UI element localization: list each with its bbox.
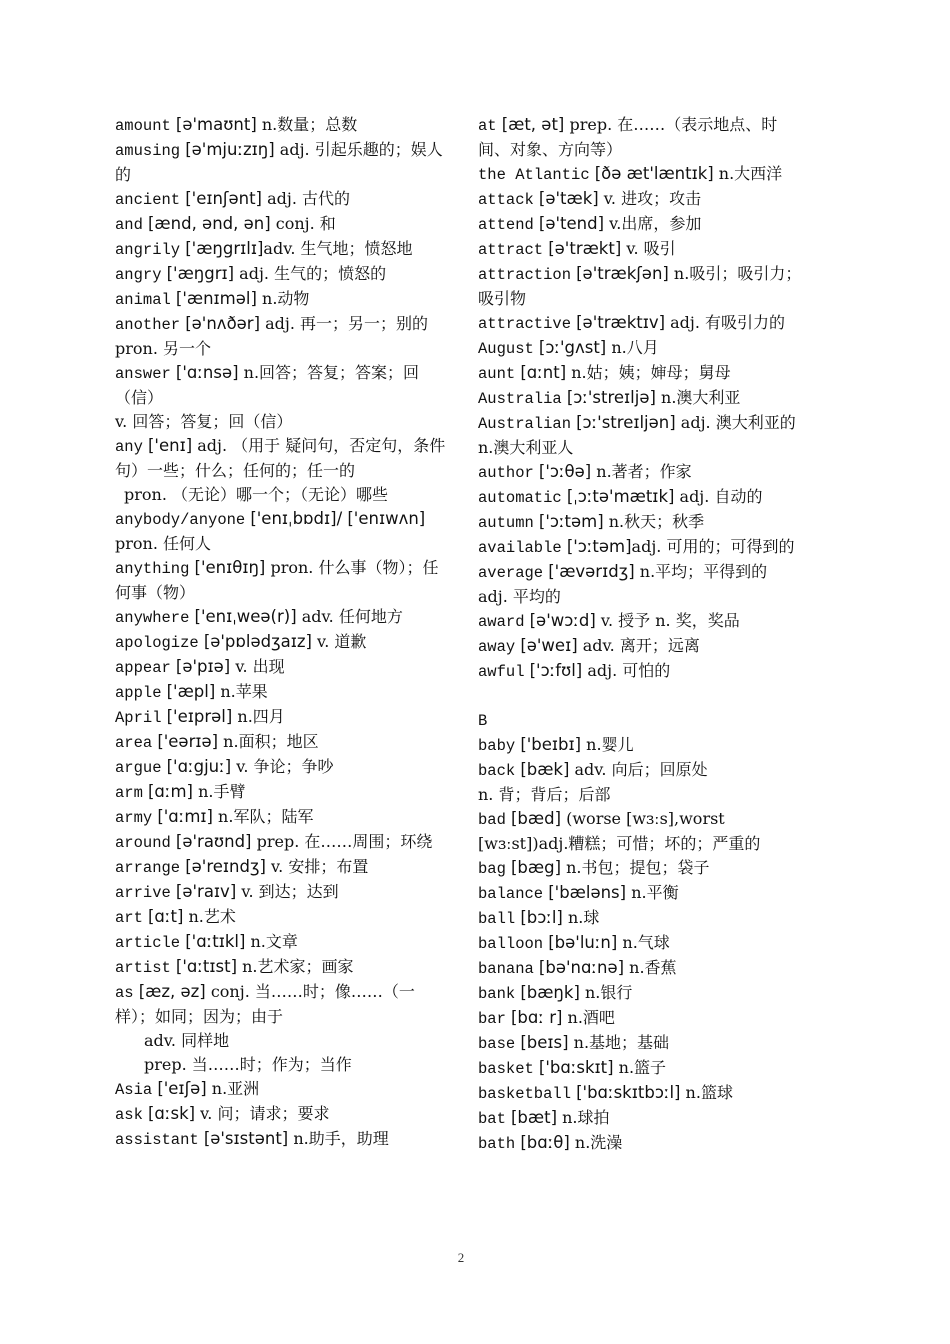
vocab-entry [478, 411, 808, 460]
definition: n.四月 [232, 707, 285, 726]
definition: adv. 生气地；愤怒地 [263, 239, 413, 258]
phonetic: [bæg] [511, 858, 562, 877]
definition: n.书包；提包；袋子 [561, 858, 710, 877]
phonetic: ['ænɪməl] [175, 289, 257, 308]
headword: balance [478, 885, 544, 903]
headword: appear [115, 659, 171, 677]
definition: n.军队；陆军 [212, 807, 314, 826]
definition-text: adj. 平均的 [478, 587, 561, 606]
headword: argue [115, 759, 162, 777]
headword: and [115, 216, 143, 234]
headword: Asia [115, 1081, 153, 1099]
definition: n.洗澡 [569, 1133, 623, 1152]
definition: adv. 离开；远离 [577, 636, 700, 655]
vocab-entry [115, 805, 447, 830]
section-heading [478, 708, 808, 733]
vocab-entry [115, 138, 447, 187]
headword: basket [478, 1060, 534, 1078]
phonetic: ['ɑːgjuː] [166, 757, 232, 776]
phonetic: [ðə æt'læntɪk] [594, 164, 714, 183]
definition: n.艺术 [183, 907, 236, 926]
vocab-entry [478, 336, 808, 361]
vocab-entry [115, 955, 447, 980]
headword: average [478, 564, 544, 582]
vocab-entry [478, 1006, 808, 1031]
headword: army [115, 809, 153, 827]
definition: conj. 当……时；像……（一样）；如同；因为；由于 [115, 982, 415, 1026]
definition: n.婴儿 [581, 735, 634, 754]
phonetic: ['ɔːtəm] [566, 537, 632, 556]
vocab-entry [478, 113, 808, 162]
definition-continuation [478, 783, 808, 807]
headword: anybody/anyone [115, 511, 246, 529]
phonetic: ['bɑːskɪt] [538, 1058, 614, 1077]
vocab-entry [478, 981, 808, 1006]
headword: Australia [478, 390, 562, 408]
phonetic: [ə'wɔːd] [529, 611, 596, 630]
section-letter: B [478, 712, 488, 730]
definition: v.出席，参加 [604, 214, 702, 233]
definition: adj. 生气的；愤怒的 [234, 264, 387, 283]
headword: animal [115, 291, 171, 309]
vocab-entry [115, 507, 447, 556]
headword: arrange [115, 859, 181, 877]
definition: adj. 再一；另一；别的 pron. 另一个 [115, 314, 429, 358]
definition-text: pron. （无论）哪一个；（无论）哪些 [124, 485, 389, 504]
phonetic: ['eɪnʃənt] [185, 189, 262, 208]
vocab-entry [115, 980, 447, 1029]
definition: adj. 可用的；可得到的 [631, 537, 795, 556]
definition: v. 问；请求；要求 [195, 1104, 330, 1123]
vocab-entry [478, 931, 808, 956]
definition: n.平均；平得到的 [634, 562, 768, 581]
vocab-entry [478, 881, 808, 906]
headword: area [115, 734, 153, 752]
headword: anything [115, 560, 190, 578]
phonetic: [æt, ət] [501, 115, 565, 134]
vocab-entry [115, 655, 447, 680]
definition: v. 到达；达到 [236, 882, 339, 901]
headword: art [115, 909, 143, 927]
phonetic: ['ɑːmɪ] [157, 807, 213, 826]
phonetic: ['enɪθɪŋ] [194, 558, 266, 577]
definition: n.亚洲 [206, 1079, 260, 1098]
headword: artist [115, 959, 171, 977]
vocab-entry [115, 1077, 447, 1102]
vocab-entry [115, 880, 447, 905]
headword: around [115, 834, 171, 852]
vocab-entry [115, 905, 447, 930]
definition: n.澳大利亚 [655, 388, 741, 407]
definition: n.手臂 [192, 782, 246, 801]
phonetic: [ə'maʊnt] [175, 115, 257, 134]
definition: n.面积；地区 [218, 732, 319, 751]
vocab-entry [478, 609, 808, 634]
definition: n.助手，助理 [288, 1129, 389, 1148]
phonetic: ['ɑːtɪkl] [185, 932, 246, 951]
vocab-entry [115, 780, 447, 805]
vocab-entry [115, 855, 447, 880]
vocab-entry [478, 361, 808, 386]
headword: banana [478, 960, 534, 978]
headword: angrily [115, 241, 181, 259]
definition: adj. 古代的 [262, 189, 351, 208]
definition: n.数量；总数 [256, 115, 358, 134]
definition-continuation [115, 1029, 447, 1053]
definition: n.秋天；秋季 [603, 512, 705, 531]
vocab-entry [478, 634, 808, 659]
vocab-entry [115, 212, 447, 237]
vocab-entry [478, 733, 808, 758]
headword: attract [478, 241, 544, 259]
definition: n.篮子 [613, 1058, 667, 1077]
definition: n.回答；答复；答案；回（信） [115, 363, 420, 407]
headword: as [115, 984, 134, 1002]
vocab-entry [115, 312, 447, 361]
vocab-entry [115, 187, 447, 212]
headword: bar [478, 1010, 506, 1028]
definition-continuation [115, 410, 447, 434]
headword: article [115, 934, 181, 952]
phonetic: [ə'tend] [538, 214, 605, 233]
vocab-entry [115, 434, 447, 483]
vocab-entry [478, 311, 808, 336]
phonetic: [ə'pɒlədʒaɪz] [203, 632, 312, 651]
phonetic: ['bɑːskɪtbɔːl] [576, 1083, 681, 1102]
headword: attend [478, 216, 534, 234]
phonetic: ['eərɪə] [157, 732, 219, 751]
headword: automatic [478, 489, 562, 507]
vocab-entry [478, 758, 808, 783]
headword: ancient [115, 191, 181, 209]
phonetic: [æz, əz] [138, 982, 206, 1001]
definition: n.气球 [617, 933, 670, 952]
definition: adv. 向后；回原处 [569, 760, 708, 779]
vocab-entry [115, 680, 447, 705]
vocab-entry [478, 386, 808, 411]
vocab-entry [115, 630, 447, 655]
phonetic: ['æŋgrɪ] [166, 264, 235, 283]
phonetic: [bæt] [511, 1108, 558, 1127]
headword: bat [478, 1110, 506, 1128]
phonetic: [ə'træktɪv] [576, 313, 666, 332]
vocab-entry [478, 560, 808, 585]
phonetic: [ə'trækʃən] [576, 264, 669, 283]
headword: attractive [478, 315, 572, 333]
headword: Australian [478, 415, 572, 433]
phonetic: [ə'weɪ] [520, 636, 578, 655]
left-column [115, 113, 447, 1152]
definition-text: v. 回答；答复；回（信） [115, 412, 293, 431]
definition: v. 道歉 [311, 632, 367, 651]
headword: basketball [478, 1085, 572, 1103]
headword: the Atlantic [478, 166, 590, 184]
headword: anywhere [115, 609, 190, 627]
vocab-entry [478, 212, 808, 237]
definition: pron. 任何人 [115, 534, 212, 553]
phonetic: ['æŋgrɪlɪ] [185, 239, 264, 258]
definition-text: prep. 当……时；作为；当作 [144, 1055, 352, 1074]
headword: bath [478, 1135, 516, 1153]
definition: n.篮球 [680, 1083, 733, 1102]
headword: author [478, 464, 534, 482]
headword: arm [115, 784, 143, 802]
phonetic: [ə'pɪə] [175, 657, 231, 676]
phonetic: [ə'trækt] [548, 239, 622, 258]
vocab-entry [115, 730, 447, 755]
definition: n.艺术家；画家 [237, 957, 354, 976]
phonetic: [ə'nʌðər] [185, 314, 261, 333]
definition: adj. （用于 疑问句，否定句，条件句）一些；什么；任何的；任一的 [115, 436, 446, 480]
definition-continuation [115, 483, 447, 507]
definition: prep. 在……（表示地点、时间、对象、方向等） [478, 115, 778, 159]
phonetic: [bæŋk] [520, 983, 580, 1002]
vocab-entry [115, 1102, 447, 1127]
headword: base [478, 1035, 516, 1053]
definition: n.动物 [256, 289, 310, 308]
vocab-entry [115, 237, 447, 262]
vocab-entry [478, 1131, 808, 1156]
headword: bag [478, 860, 506, 878]
definition: prep. 在……周围；环绕 [251, 832, 433, 851]
phonetic: ['ɔːtəm] [538, 512, 604, 531]
definition: n.大西洋 [713, 164, 783, 183]
headword: arrive [115, 884, 171, 902]
phonetic: ['ɔːfʊl] [529, 661, 583, 680]
headword: assistant [115, 1131, 199, 1149]
vocab-entry [478, 162, 808, 187]
definition: v. 安排；布置 [265, 857, 369, 876]
phonetic: [ə'reɪndʒ] [185, 857, 266, 876]
definition: n.球拍 [557, 1108, 610, 1127]
vocab-entry [478, 460, 808, 485]
definition: adv. 任何地方 [296, 607, 403, 626]
phonetic: ['ævərɪdʒ] [548, 562, 635, 581]
vocab-entry [115, 287, 447, 312]
definition: adj. 自动的 [674, 487, 763, 506]
phonetic: [bə'nɑːnə] [538, 958, 625, 977]
definition-text: adv. 同样地 [144, 1031, 230, 1050]
definition: n.平衡 [626, 883, 679, 902]
phonetic: [bɑː r] [511, 1008, 563, 1027]
definition-text: n. 背；背后；后部 [478, 785, 611, 804]
headword: autumn [478, 514, 534, 532]
vocab-entry [115, 930, 447, 955]
phonetic: [ɔː'streɪljə] [566, 388, 656, 407]
phonetic: [beɪs] [520, 1033, 569, 1052]
headword: answer [115, 365, 171, 383]
vocab-entry [115, 830, 447, 855]
headword: ball [478, 910, 516, 928]
definition: n.吸引；吸引力；吸引物 [478, 264, 802, 308]
vocab-entry [478, 262, 808, 311]
phonetic: [ɔː'gʌst] [538, 338, 607, 357]
definition-continuation [478, 585, 808, 609]
vocab-entry [478, 1031, 808, 1056]
headword: attraction [478, 266, 572, 284]
definition-continuation [115, 1053, 447, 1077]
phonetic: [ɔː'streɪljən] [576, 413, 676, 432]
blank-line [478, 684, 808, 708]
headword: bank [478, 985, 516, 1003]
phonetic: [ə'raɪv] [175, 882, 237, 901]
headword: angry [115, 266, 162, 284]
definition: v. 争论；争吵 [231, 757, 334, 776]
definition: n.银行 [579, 983, 633, 1002]
definition: n.球 [562, 908, 600, 927]
phonetic: [bɔːl] [520, 908, 563, 927]
phonetic: [ɑːm] [148, 782, 193, 801]
phonetic: ['beɪbɪ] [520, 735, 582, 754]
vocab-entry [478, 1081, 808, 1106]
vocab-entry [115, 262, 447, 287]
phonetic: [ə'tæk] [538, 189, 599, 208]
phonetic: ['æpl] [166, 682, 216, 701]
definition: n.香蕉 [624, 958, 677, 977]
phonetic: ['ɑːtɪst] [175, 957, 238, 976]
headword: back [478, 762, 516, 780]
headword: award [478, 613, 525, 631]
headword: amusing [115, 142, 181, 160]
headword: attack [478, 191, 534, 209]
phonetic: ['enɪˌweə(r)] [194, 607, 297, 626]
headword: any [115, 438, 143, 456]
vocab-entry [478, 535, 808, 560]
definition: adj. 澳大利亚的 n.澳大利亚人 [478, 413, 796, 457]
definition: n.姑；姨；婶母；舅母 [566, 363, 731, 382]
phonetic: ['enɪˌbɒdɪ]/ ['enɪwʌn] [250, 509, 426, 528]
phonetic: [ə'mjuːzɪŋ] [185, 140, 275, 159]
definition: n.文章 [245, 932, 298, 951]
headword: bad [478, 811, 506, 829]
headword: awful [478, 663, 525, 681]
phonetic: [ɑːnt] [520, 363, 567, 382]
definition: v. 出现 [230, 657, 285, 676]
phonetic: [bɑːθ] [520, 1133, 570, 1152]
headword: apologize [115, 634, 199, 652]
vocab-entry [478, 659, 808, 684]
phonetic: ['eɪʃə] [157, 1079, 207, 1098]
vocab-entry [478, 485, 808, 510]
headword: at [478, 117, 497, 135]
page-number: 2 [457, 1250, 465, 1265]
phonetic: ['bæləns] [548, 883, 627, 902]
right-column [478, 113, 808, 1156]
phonetic: [bə'luːn] [548, 933, 618, 952]
phonetic: [ænd, ənd, ən] [148, 214, 271, 233]
headword: aunt [478, 365, 516, 383]
headword: balloon [478, 935, 544, 953]
vocab-entry [478, 237, 808, 262]
definition: v. 吸引 [621, 239, 676, 258]
vocab-entry [115, 1127, 447, 1152]
vocab-entry [478, 1106, 808, 1131]
vocab-entry [478, 1056, 808, 1081]
headword: amount [115, 117, 171, 135]
definition: v. 进攻；攻击 [598, 189, 702, 208]
definition: adj. 有吸引力的 [665, 313, 786, 332]
vocab-entry [115, 556, 447, 605]
phonetic: [ə'sɪstənt] [203, 1129, 289, 1148]
vocab-entry [478, 956, 808, 981]
definition: adj. 引起乐趣的；娱人的 [115, 140, 443, 184]
definition: v. 授予 n. 奖，奖品 [595, 611, 740, 630]
definition: n.苹果 [215, 682, 268, 701]
definition: (worse [wɜːs],worst [wɜːst])adj.糟糕；可惜；坏的；严重的 [478, 809, 761, 853]
phonetic: [ˌɔːtə'mætɪk] [566, 487, 675, 506]
phonetic: [bæd] [511, 809, 562, 828]
phonetic: ['enɪ] [148, 436, 193, 455]
phonetic: [ɑːt] [148, 907, 184, 926]
headword: away [478, 638, 516, 656]
vocab-entry [115, 705, 447, 730]
vocab-entry [115, 605, 447, 630]
definition: adj. 可怕的 [582, 661, 671, 680]
definition: n.著者；作家 [591, 462, 692, 481]
headword: baby [478, 737, 516, 755]
vocab-entry [478, 510, 808, 535]
phonetic: ['eɪprəl] [166, 707, 233, 726]
headword: April [115, 709, 162, 727]
vocab-entry [115, 113, 447, 138]
phonetic: [ə'raʊnd] [175, 832, 252, 851]
vocab-entry [478, 187, 808, 212]
definition: n.酒吧 [562, 1008, 615, 1027]
vocab-entry [478, 807, 808, 856]
phonetic: ['ɔːθə] [538, 462, 592, 481]
vocab-entry [478, 906, 808, 931]
vocab-entry [478, 856, 808, 881]
headword: August [478, 340, 534, 358]
headword: available [478, 539, 562, 557]
phonetic: ['ɑːnsə] [175, 363, 239, 382]
definition: conj. 和 [270, 214, 336, 233]
definition: n.基地；基础 [568, 1033, 670, 1052]
definition: n.八月 [606, 338, 659, 357]
phonetic: [bæk] [520, 760, 570, 779]
headword: apple [115, 684, 162, 702]
headword: ask [115, 1106, 143, 1124]
vocab-entry [115, 755, 447, 780]
phonetic: [ɑːsk] [148, 1104, 196, 1123]
vocab-entry [115, 361, 447, 410]
definition: pron. 什么事（物）；任何事（物） [115, 558, 439, 602]
headword: another [115, 316, 181, 334]
